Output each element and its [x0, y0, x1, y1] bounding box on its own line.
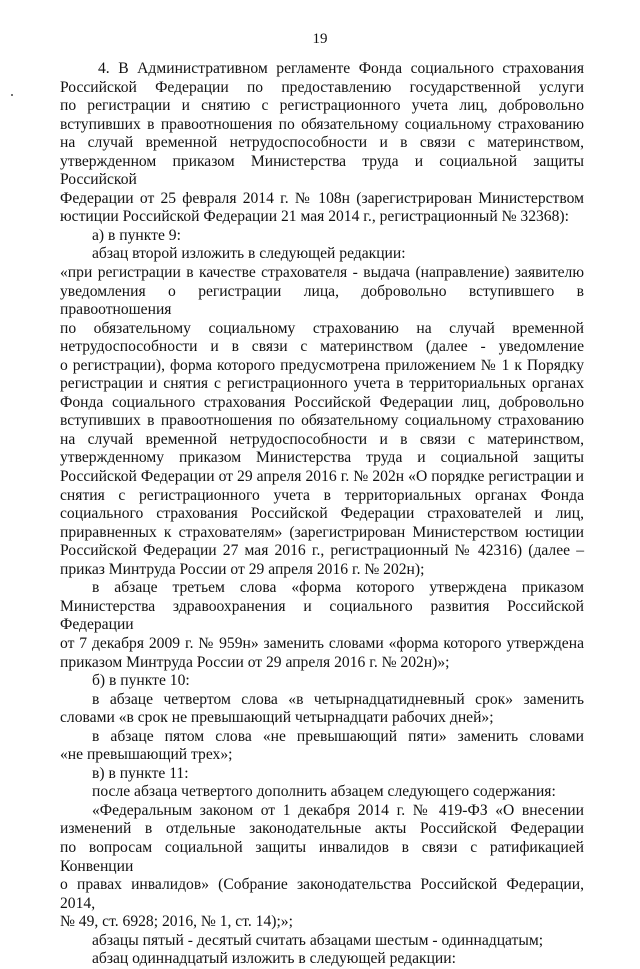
paragraph-line: утвержденному приказом Министерства труда и социальной защиты: [60, 449, 584, 467]
paragraph-line: по обязательному социальному страхованию на случай временной: [60, 319, 584, 337]
paragraph-line: на случай временной нетрудоспособности и в связи с материнством,: [60, 430, 584, 448]
paragraph-line: «не превышающий трех»;: [60, 746, 233, 764]
paragraph-line: регистрации и снятия с регистрационного учета в территориальных органах: [60, 375, 584, 393]
paragraph-line: о регистрации), форма которого предусмотрена приложением № 1 к Порядку: [60, 356, 584, 374]
paragraph-line: приказом Минтруда России от 29 апреля 2016 г. № 202н)»;: [60, 653, 450, 671]
paragraph-line: по вопросам социальной защиты инвалидов в связи с ратификацией Конвенции: [60, 838, 584, 875]
paragraph-line: б) в пункте 10:: [92, 672, 190, 690]
paragraph-line: вступивших в правоотношения по обязательному социальному страхованию: [60, 115, 584, 133]
paragraph-line: юстиции Российской Федерации 21 мая 2014 г., регистрационный № 32368):: [60, 208, 569, 226]
paragraph-line: Российской Федерации по предоставлению государственной услуги: [60, 78, 584, 96]
paragraph-line: абзац второй изложить в следующей редакции:: [92, 245, 406, 263]
paragraph-line: в абзаце пятом слова «не превышающий пяти» заменить словами: [92, 727, 584, 745]
paragraph-line: утвержденном приказом Министерства труда и социальной защиты Российской: [60, 152, 584, 189]
paragraph-line: абзацы пятый - десятый считать абзацами шестым - одиннадцатым;: [92, 931, 544, 949]
paragraph-line: изменений в отдельные законодательные акты Российской Федерации: [60, 820, 584, 838]
paragraph-line: словами «в срок не превышающий четырнадцати рабочих дней»;: [60, 709, 494, 727]
paragraph-line: «Федеральным законом от 1 декабря 2014 г. № 419-ФЗ «О внесении: [92, 801, 584, 819]
paragraph-line: вступивших в правоотношения по обязательному социальному страхованию: [60, 412, 584, 430]
paragraph-line: 4. В Административном регламенте Фонда социального страхования: [98, 60, 584, 77]
paragraph-line: Российской Федерации 27 мая 2016 г., регистрационный № 42316) (далее –: [60, 542, 584, 560]
paragraph-line: абзац одиннадцатый изложить в следующей редакции:: [92, 950, 456, 968]
paragraph-line: а) в пункте 9:: [92, 226, 181, 244]
paragraph-line: Федерации от 25 февраля 2014 г. № 108н (зарегистрирован Министерством: [60, 189, 584, 207]
paragraph-line: приравненных к страхователям» (зарегистрирован Министерством юстиции: [60, 523, 584, 541]
paragraph-line: нетрудоспособности и в связи с материнством (далее - уведомление: [60, 338, 584, 356]
paragraph-line: после абзаца четвертого дополнить абзацем следующего содержания:: [92, 783, 556, 801]
paragraph-line: в абзаце четвертом слова «в четырнадцатидневный срок» заменить: [92, 690, 584, 708]
paragraph-line: о правах инвалидов» (Собрание законодательства Российской Федерации, 2014,: [60, 876, 584, 912]
paragraph-line: Российской Федерации от 29 апреля 2016 г. № 202н «О порядке регистрации и: [60, 468, 584, 486]
paragraph-line: в абзаце третьем слова «форма которого утверждена приказом: [92, 579, 584, 597]
paragraph-line: от 7 декабря 2009 г. № 959н» заменить словами «форма которого утверждена: [60, 634, 584, 652]
paragraph-line: в) в пункте 11:: [92, 764, 189, 782]
paragraph-line: по регистрации и снятию с регистрационного учета лиц, добровольно: [60, 97, 584, 115]
paragraph-line: на случай временной нетрудоспособности и в связи с материнством,: [60, 134, 584, 152]
paragraph-line: снятия с регистрационного учета в территориальных органах Фонда: [60, 486, 584, 504]
paragraph-line: приказ Минтруда России от 29 апреля 2016 г. № 202н);: [60, 560, 425, 578]
document-body: [60, 60, 584, 969]
paragraph-line: Фонда социального страхования Российской Федерации лиц, добровольно: [60, 393, 584, 411]
page-number: 19: [312, 31, 328, 47]
scan-mark: [11, 94, 13, 96]
paragraph-line: Министерства здравоохранения и социального развития Российской Федерации: [60, 597, 584, 634]
paragraph-line: № 49, ст. 6928; 2016, № 1, ст. 14);»;: [60, 913, 293, 931]
paragraph-line: «при регистрации в качестве страхователя - выдача (направление) заявителю: [60, 264, 584, 282]
paragraph-line: уведомления о регистрации лица, добровольно вступившего в правоотношения: [60, 282, 584, 319]
paragraph-line: социального страхования Российской Федерации страхователей и лиц,: [60, 505, 584, 523]
